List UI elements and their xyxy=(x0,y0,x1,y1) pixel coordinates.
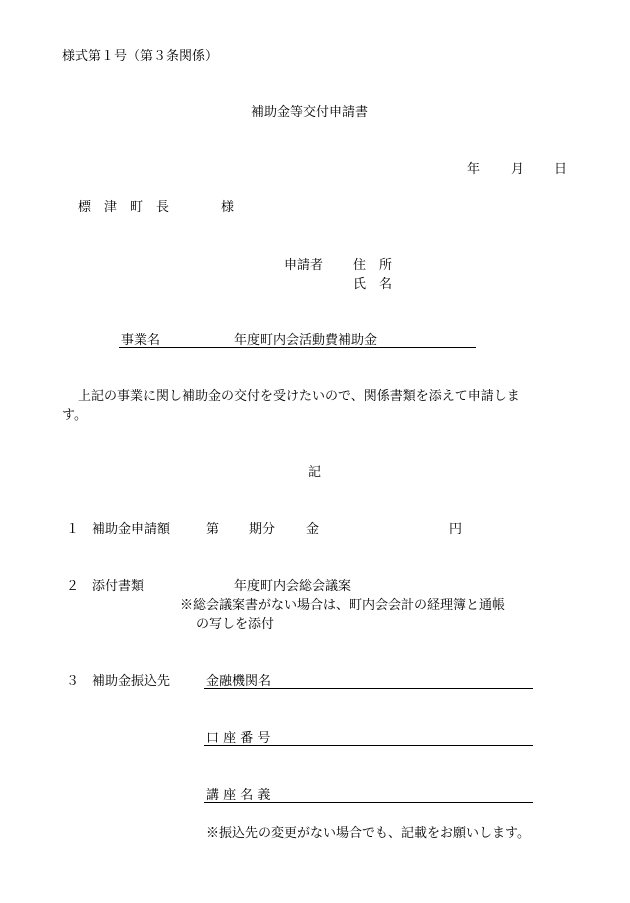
date-day-label: 日 xyxy=(554,162,568,177)
addressee-name: 標 津 町 長 xyxy=(78,200,170,215)
ki-heading: 記 xyxy=(308,465,322,480)
item1-yen: 円 xyxy=(449,522,463,537)
item2-note-line1: ※総会議案書がない場合は、町内会会計の経理簿と通帳 xyxy=(180,598,506,613)
body-text-line2: す。 xyxy=(62,408,87,423)
item2-note-line2: の写しを添付 xyxy=(196,617,275,632)
project-value: 年度町内会活動費補助金 xyxy=(234,333,378,348)
transfer-note: ※振込先の変更がない場合でも、記載をお願いします。 xyxy=(206,826,530,841)
account-holder-label: 講 座 名 義 xyxy=(206,788,271,803)
item1-kibun: 期分 xyxy=(249,522,276,537)
document-title: 補助金等交付申請書 xyxy=(251,105,369,120)
project-label: 事業名 xyxy=(121,333,161,348)
item2-value: 年度町内会総会議案 xyxy=(234,579,352,594)
applicant-address-label: 住 所 xyxy=(353,258,393,273)
item2-number: ２ xyxy=(66,579,80,594)
item1-label: 補助金申請額 xyxy=(92,522,171,537)
form-number: 様式第１号（第３条関係） xyxy=(62,49,219,64)
applicant-name-label: 氏 名 xyxy=(353,277,393,292)
item3-label: 補助金振込先 xyxy=(92,674,171,689)
account-holder-underline xyxy=(204,802,533,803)
date-year-label: 年 xyxy=(467,162,481,177)
item3-number: ３ xyxy=(66,674,80,689)
applicant-label: 申請者 xyxy=(284,258,324,273)
addressee-honorific: 様 xyxy=(221,200,235,215)
bank-name-label: 金融機関名 xyxy=(206,674,272,689)
bank-name-underline xyxy=(204,688,533,689)
account-number-label: 口 座 番 号 xyxy=(206,731,271,746)
body-text-line1: 上記の事業に関し補助金の交付を受けたいので、関係書類を添えて申請しま xyxy=(78,389,520,404)
item1-dai: 第 xyxy=(206,522,220,537)
date-month-label: 月 xyxy=(511,162,525,177)
account-number-underline xyxy=(204,745,533,746)
item1-kin: 金 xyxy=(306,522,320,537)
item1-number: １ xyxy=(66,522,80,537)
project-underline xyxy=(119,347,476,348)
item2-label: 添付書類 xyxy=(92,579,145,594)
